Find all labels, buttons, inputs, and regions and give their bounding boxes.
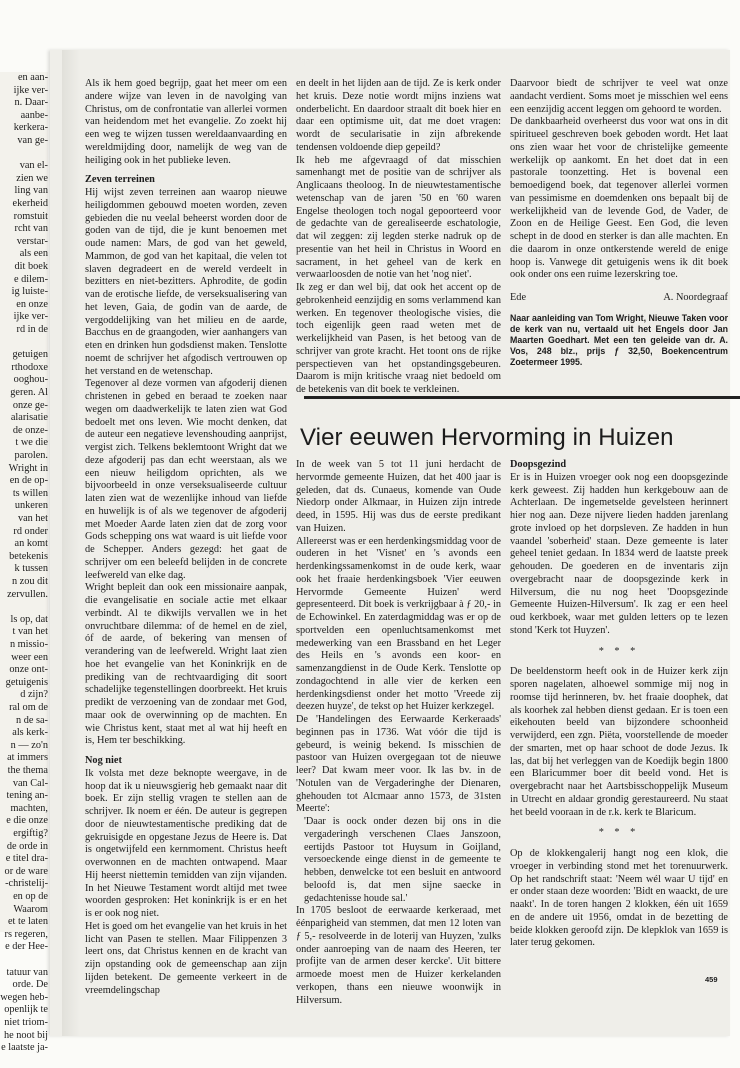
- section-heading: Nog niet: [85, 755, 122, 766]
- fragment-line: onze ont-: [9, 664, 48, 676]
- fragment-line: ijke ver-: [13, 311, 48, 323]
- fragment-line: he noot bij: [3, 1029, 48, 1041]
- fragment-line: openlijk te: [4, 1004, 48, 1016]
- fragment-line: e die onze: [6, 815, 48, 827]
- fragment-line: ekerheid: [12, 198, 48, 209]
- fragment-line: van ge-: [17, 135, 48, 146]
- fragment-line: en aan-: [17, 72, 48, 83]
- fragment-line: ling van: [14, 185, 48, 197]
- fragment-line: n. Daar-: [14, 97, 48, 109]
- fragment-line: an komt: [14, 538, 48, 550]
- section-divider: [304, 396, 740, 399]
- fragment-line: betekenis: [9, 550, 48, 562]
- paragraph: Op de klokkengalerij hangt nog een klok, die vroeger in verbinding stond met het torenuurwerk. Op het randschrift staat: 'Neem wél waar U tijd' en er onder staan deze woorden: 'Bidt en waackt, de ure naakt'. In de toren hangen 2 klokken, één uit 1659 en de andere uit 1956, omdat in de bezetting de beide klokken geroofd zijn. De klepklok van 1659 is later terug gekomen.: [510, 848, 728, 949]
- fragment-line: zervullen.: [7, 588, 48, 600]
- fragment-line: e laatste ja-: [1, 1042, 48, 1054]
- fragment-line: e titel dra-: [5, 853, 48, 865]
- fragment-line: rthodoxe: [11, 361, 48, 373]
- book-credit: Naar aanleiding van Tom Wright, Nieuwe Taken voor de kerk van nu, vertaald uit het Engels door Jan Maarten Goedhart. Met een ten geleide van dr. A. Vos, 248 blz., prijs ƒ 32,50, Boekencentrum Zoetermeer 1995.: [510, 312, 729, 367]
- paragraph: Er is in Huizen vroeger ook nog een doopsgezinde kerk geweest. Zij hadden hun kerkgebouw aan de Achterlaan. De ingemetselde gevelsteen herinnert hier nog aan. Deze nijvere lieden hadden jarenlang grote invloed op het dorpsleven. Ze hadden in hun vaandel 'soberheid' staan. Deze gemeente is later geheel teniet gedaan. In 1834 werd de laatste preek gehouden. De goederen en de inventaris zijn overgebracht naar de doopsgezinde kerk in Hilversum, die nu nog heet 'Doopsgezinde Gemeente Huizen-Hilversum'. Ik zag er een heel oud kerkboek, waar met gulden letters op te lezen stond 'Kerk tot Huyzen'.: [510, 471, 728, 636]
- fragment-line: rs regeren,: [4, 928, 48, 940]
- fragment-line: de onze-: [12, 424, 48, 436]
- section-heading: Doopsgezind: [510, 459, 567, 470]
- fragment-line: ergiftig?: [13, 828, 48, 839]
- fragment-line: e der Hee-: [5, 941, 48, 953]
- fragment-line: Wright in: [8, 462, 48, 474]
- fragment-line: ls op, dat: [10, 613, 48, 625]
- fragment-line: the thema: [7, 765, 48, 776]
- fragment-line: ijke ver-: [13, 84, 48, 96]
- paragraph: De dankbaarheid overheerst dus voor wat ons in dit spiritueel geschreven boek geboden wordt. Het laat ons zien waar het voor de christelijke gemeente werkelijk op aankomt. En het doet dat in een pastorale toonzetting. Het is bovenal een bemoedigend boek, dat tegenover allerlei vormen van pessimisme en doemdenken ons bepaalt bij de werkelijkheid van de levende God, de Vader, de Zoon en de Heilige Geest. Een God, die leven schept in de dood en sterker is dan alle machten. En die daarom in onze ontkerstende wereld de enige hoop is. Vanwege dit getuigenis wens ik dit boek ook onder ons een ruime lezerskring toe.: [510, 116, 728, 281]
- paragraph: Tegenover al deze vormen van afgoderij dienen christenen in gebed en beraad te zoeken naar wegen om daadwerkelijk te laten zien wat God bedoelt met ons leven. Wie mocht denken, dat de auteur een negatieve levenshouding aanprijst, vergist zich. Telkens beklemtoont Wright dat we deze afgoderij pas dan echt weerstaan, als we een nieuw heiligdom oprichten, als we bijvoorbeeld in onze verseksualiseerde cultuur laten zien wat de wezenlijke inhoud van liefde en huwelijk is of als we tegenover de afgoderij met Moeder Aarde laten zien dat de zorg voor Gods schepping ons wat waard is uit liefde voor de Schepper. Anders gezegd: het gaat de schrijver om een beleefd belijden in de concrete leefwereld van elke dag.: [85, 378, 287, 581]
- fragment-line: kerkera-: [13, 122, 48, 134]
- fragment-line: geren. Al: [10, 387, 48, 398]
- fragment-line: rcht van: [14, 223, 48, 235]
- paragraph: Allereerst was er een herdenkingsmiddag voor de ouderen in het 'Visnet' en 's avonds een herdenkingssamenkomst in de oude kerk, waar ook het fraaie herdenkingsboek 'Vier eeuwen Hervormde Gemeente Huizen' werd gepresenteerd. Dit boek is verkrijgbaar à ƒ 20,- in de Echowinkel. En zaterdagmiddag was er op de sportvelden een openluchtsamenkomst met medewerking van een Brassband en het Leger des Heils en 's avonds een koor- en samenzangdienst in de Oude Kerk. Tenslotte op zondagochtend in alle vier de kerken een herdenkingsdienst onder het motto 'Vreede zij deezen huyze', de tekst op het Huizer kerkzegel.: [296, 535, 501, 713]
- section-separator: * * *: [598, 827, 640, 839]
- fragment-line: k tussen: [14, 563, 48, 575]
- signature-place: Ede: [510, 292, 527, 303]
- fragment-line: n zou dit: [11, 576, 48, 587]
- fragment-line: orde. De: [12, 979, 48, 991]
- paragraph: Als ik hem goed begrijp, gaat het meer om een andere wijze van leven in de navolging van Christus, om de confrontatie van allerlei vormen van heidendom met het evangelie. Zo zoekt hij een weg te wijzen tussen wereldaanvaarding en wereldmijding door, namelijk de weg van de heiliging ook in het publieke leven.: [85, 78, 287, 166]
- fragment-line: ig luiste-: [11, 286, 48, 298]
- article-column-1: [296, 459, 501, 1007]
- fragment-line: getuigenis: [5, 676, 48, 688]
- fragment-line: wegen heb-: [0, 991, 48, 1003]
- paragraph: en deelt in het lijden aan de tijd. Ze is kerk onder het kruis. Deze notie wordt mijns inziens wat onderbelicht. En daardoor straalt dit boek hier en daar een optimisme uit, dat me doet vragen: wordt de secularisatie in zijn afbrekende tendensen voldoende diep gepeild?: [296, 78, 501, 153]
- fragment-line: n — zo'n: [10, 739, 48, 751]
- article-title: Vier eeuwen Hervorming in Huizen: [300, 424, 674, 451]
- fragment-line: ooghou-: [13, 374, 48, 386]
- fragment-line: getuigen: [12, 349, 48, 361]
- fragment-line: van el-: [19, 160, 48, 172]
- review-column-2: [296, 78, 501, 397]
- paragraph: Ik zeg er dan wel bij, dat ook het accent op de gebrokenheid eenzijdig en soms verlammend kan werken. En tegenover theologische visies, die toch eigenlijk geen raad weten met de werkelijkheid van Pasen, is het betoog van de schrijver van grote kracht. Het toont ons de rijke perspectieven van het opstandingsgebeuren. Daarom is mijn kritische vraag niet bedoeld om de betekenis van dit boek te verkleinen.: [296, 282, 501, 395]
- fragment-line: n de sa-: [15, 714, 48, 726]
- fragment-line: romstuit: [13, 210, 48, 222]
- fragment-line: van het: [17, 513, 48, 524]
- quote-block: 'Daar is oock onder dezen bij ons in die vergaderingh verschenen Claes Janszoon, eertijds Pastoor tot Huysum in Goijland, versoeckende einge dienst in de gemeente te hebben, denwelcke tot een besluit en antwoord beloofd is, dat men sijne saecke in gedachtenisse houde sal.': [304, 816, 501, 904]
- fragment-line: alarisatie: [10, 412, 48, 424]
- fragment-line: verstar-: [16, 235, 48, 247]
- signature-line: [510, 292, 728, 305]
- paragraph: De 'Handelingen des Eerwaarde Kerkeraads' beginnen pas in 1736. Wat vóór die tijd is gebeurd, is weinig bekend. Is misschien de pastoor van Huizen overgegaan tot de nieuwe leer? Dat kwam meer voor. Ik las bv. in de 'Notulen van de Vergaderinghe der Dienaren, ghehouden tot Alcmaar anno 1573, de 31sten Meerte':: [296, 714, 501, 815]
- review-column-1: [85, 78, 287, 997]
- paragraph: Hij wijst zeven terreinen aan waarop nieuwe heiligdommen gebouwd moeten worden, zeven gebieden die nu veelal beheerst worden door de goden van de tijd, die je kunt benoemen met oude namen: Mars, de god van het geweld, Mammon, de god van het kapitaal, die velen tot slaven degradeert en de wereld verdeelt in bezitters en niet-bezitters. Aphrodite, de godin van de erotische liefde, de verseksualisering van het leven, Gaia, de godin van de aarde, de vergoddelijking van het milieu en de aarde, Bacchus en de graangoden, wier aanhangers van eten en drinken hun godsdienst maken. Tenslotte noemt de schrijver het afgodisch vertrouwen op het verstand en de wetenschap.: [85, 187, 287, 377]
- fragment-line: at immers: [7, 752, 48, 764]
- fragment-line: ral om de: [9, 702, 48, 713]
- page-binding-shadow: [62, 50, 80, 1036]
- fragment-line: dit boek: [14, 261, 48, 272]
- fragment-line: et te laten: [7, 916, 48, 928]
- previous-page-fragment: [0, 72, 48, 1054]
- fragment-line: t we die: [15, 437, 48, 449]
- signature-name: A. Noordegraaf: [663, 292, 728, 303]
- paragraph: In de week van 5 tot 11 juni herdacht de hervormde gemeente Huizen, dat het 400 jaar is geleden, dat ds. Cunaeus, komende van Oude Niedorp onder Alkmaar, in Huizen zijn intrede deed, in 1595. Hij was dus de eerste predikant van Huizen.: [296, 459, 501, 534]
- paragraph: In 1705 besloot de eerwaarde kerkeraad, met éénparigheid van stemmen, dat men 12 loten van ƒ 5,- resolveerde in de loterij van Huyzen, 'zulks onder aanroeping van de naam des Heeren, ter profijte van de armen deser kercke'. Uit bittere armoede moest men de Huizer kerkelanden verkopen, thans een nieuwe woonwijk in Hilversum.: [296, 905, 501, 1006]
- fragment-line: onze ge-: [12, 399, 48, 411]
- fragment-line: unkeren: [14, 500, 48, 512]
- paragraph: Ik heb me afgevraagd of dat misschien samenhangt met de positie van de schrijver als Anglicaans theoloog. In de nieuwtestamentische wetenschap van de jaren '50 en '60 waren Engelse theologen toch nogal gepoorteerd voor de gedachte van de gerealiseerde eschatologie, dat wil zeggen: zij legden sterke nadruk op de presentie van het heil in Christus in Woord en sacrament, in het geheel van de kerk en verwaarloosden de notie van het 'nog niet'.: [296, 154, 501, 281]
- fragment-line: n missio-: [9, 639, 48, 650]
- fragment-line: tening an-: [6, 790, 48, 802]
- fragment-line: weer een: [11, 651, 48, 663]
- fragment-line: en op de: [13, 891, 48, 902]
- fragment-line: en onze: [16, 298, 48, 310]
- fragment-line: e dilem-: [13, 273, 48, 285]
- paragraph: Wright bepleit dan ook een missionaire aanpak, die evangelisatie en sociale actie met elkaar verbindt. Al te dikwijls vervallen we in het onvruchtbare dilemma: of de hemel en de ziel, óf de aarde, of bekering van mensen of verandering van de leefwereld. Wright laat zien hoe het evangelie van het Koninkrijk en de prediking van de rechtvaardiging dit soort schadelijke tegenstellingen doorbreekt. Het kruis predikt de verzoening van de zondaar met God, maar ook de overwinning op de machten. En wie Christus kent, staat met al wat hij heeft en is, Hem ter beschikking.: [85, 582, 287, 747]
- fragment-line: als kerk-: [12, 727, 48, 739]
- fragment-line: niet triom-: [4, 1017, 48, 1028]
- paragraph: Daarvoor biedt de schrijver te veel wat onze aandacht verdient. Soms moet je misschien wel eens een eenzijdig accent leggen om gehoord te worden.: [510, 78, 728, 115]
- fragment-line: or de ware: [4, 865, 48, 877]
- section-heading: Zeven terreinen: [85, 174, 155, 186]
- fragment-line: en de op-: [9, 475, 48, 487]
- paragraph: Ik volsta met deze beknopte weergave, in de hoop dat ik u nieuwsgierig heb gemaakt naar dit boek. Er zijn stellig vragen te stellen aan de schrijver. Ik noem er één. De auteur is gegrepen door de nieuwtestamentische prediking dat de gekruisigde en opgestane Jezus de Heere is. Dat is ongetwijfeld een kernmoment. Christus heeft overwonnen en de machten ontwapend. Maar Hij heerst niettemin temidden van zijn vijanden. In het Nieuwe Testament wordt altijd met twee woorden gesproken: Het koninkrijk is er en het is er ook nog niet.: [85, 767, 287, 919]
- review-column-3: [510, 78, 728, 368]
- fragment-line: Waarom: [13, 903, 48, 915]
- fragment-line: van Cal-: [12, 777, 48, 789]
- fragment-line: zien we: [16, 172, 48, 184]
- fragment-line: de orde in: [6, 840, 48, 852]
- paragraph: Het is goed om het evangelie van het kruis in het licht van Pasen te stellen. Maar Filippenzen 3 leert ons, dat Christus kennen en de kracht van zijn opstanding ook de gemeenschap aan zijn lijden betekent. De gemeente verkeert in de vreemdelingschap: [85, 920, 287, 996]
- page-number: 459: [705, 975, 718, 984]
- article-column-2: [510, 459, 728, 950]
- fragment-line: als een: [19, 248, 48, 260]
- fragment-line: t van het: [12, 626, 48, 638]
- fragment-line: -christelij-: [5, 878, 48, 890]
- section-separator: * * *: [598, 645, 640, 657]
- fragment-line: d zijn?: [20, 689, 48, 701]
- fragment-line: aanbe-: [20, 109, 48, 121]
- fragment-line: rd in de: [16, 324, 48, 335]
- paragraph: De beeldenstorm heeft ook in de Huizer kerk zijn sporen nagelaten, alhoewel sommige mij nog in roomse tijd herinneren, bv. het fraaie doophek, dat als koorhek zal hebben dienst gedaan. Er is toen een eikehouten beeld van bijzondere schoonheid verwijderd, een zgn. Piëta, voorstellende de moeder der smarten, met op haar schoot de dode Jezus. Ik las, dat bij het verleggen van de Koedijk begin 1800 een Blaricummer boer dit beeld vond. Het is overgebracht naar het Aartsbisschoppelijk Museum in Utrecht en aldaar grondig gerestaureerd. Nu staat het beeld vooraan in de r.k. kerk te Blaricum.: [510, 666, 728, 818]
- fragment-line: rd onder: [13, 525, 48, 537]
- fragment-line: tatuur van: [6, 966, 48, 978]
- fragment-line: machten,: [10, 802, 48, 814]
- fragment-line: ts willen: [12, 487, 48, 499]
- fragment-line: parolen.: [14, 450, 48, 461]
